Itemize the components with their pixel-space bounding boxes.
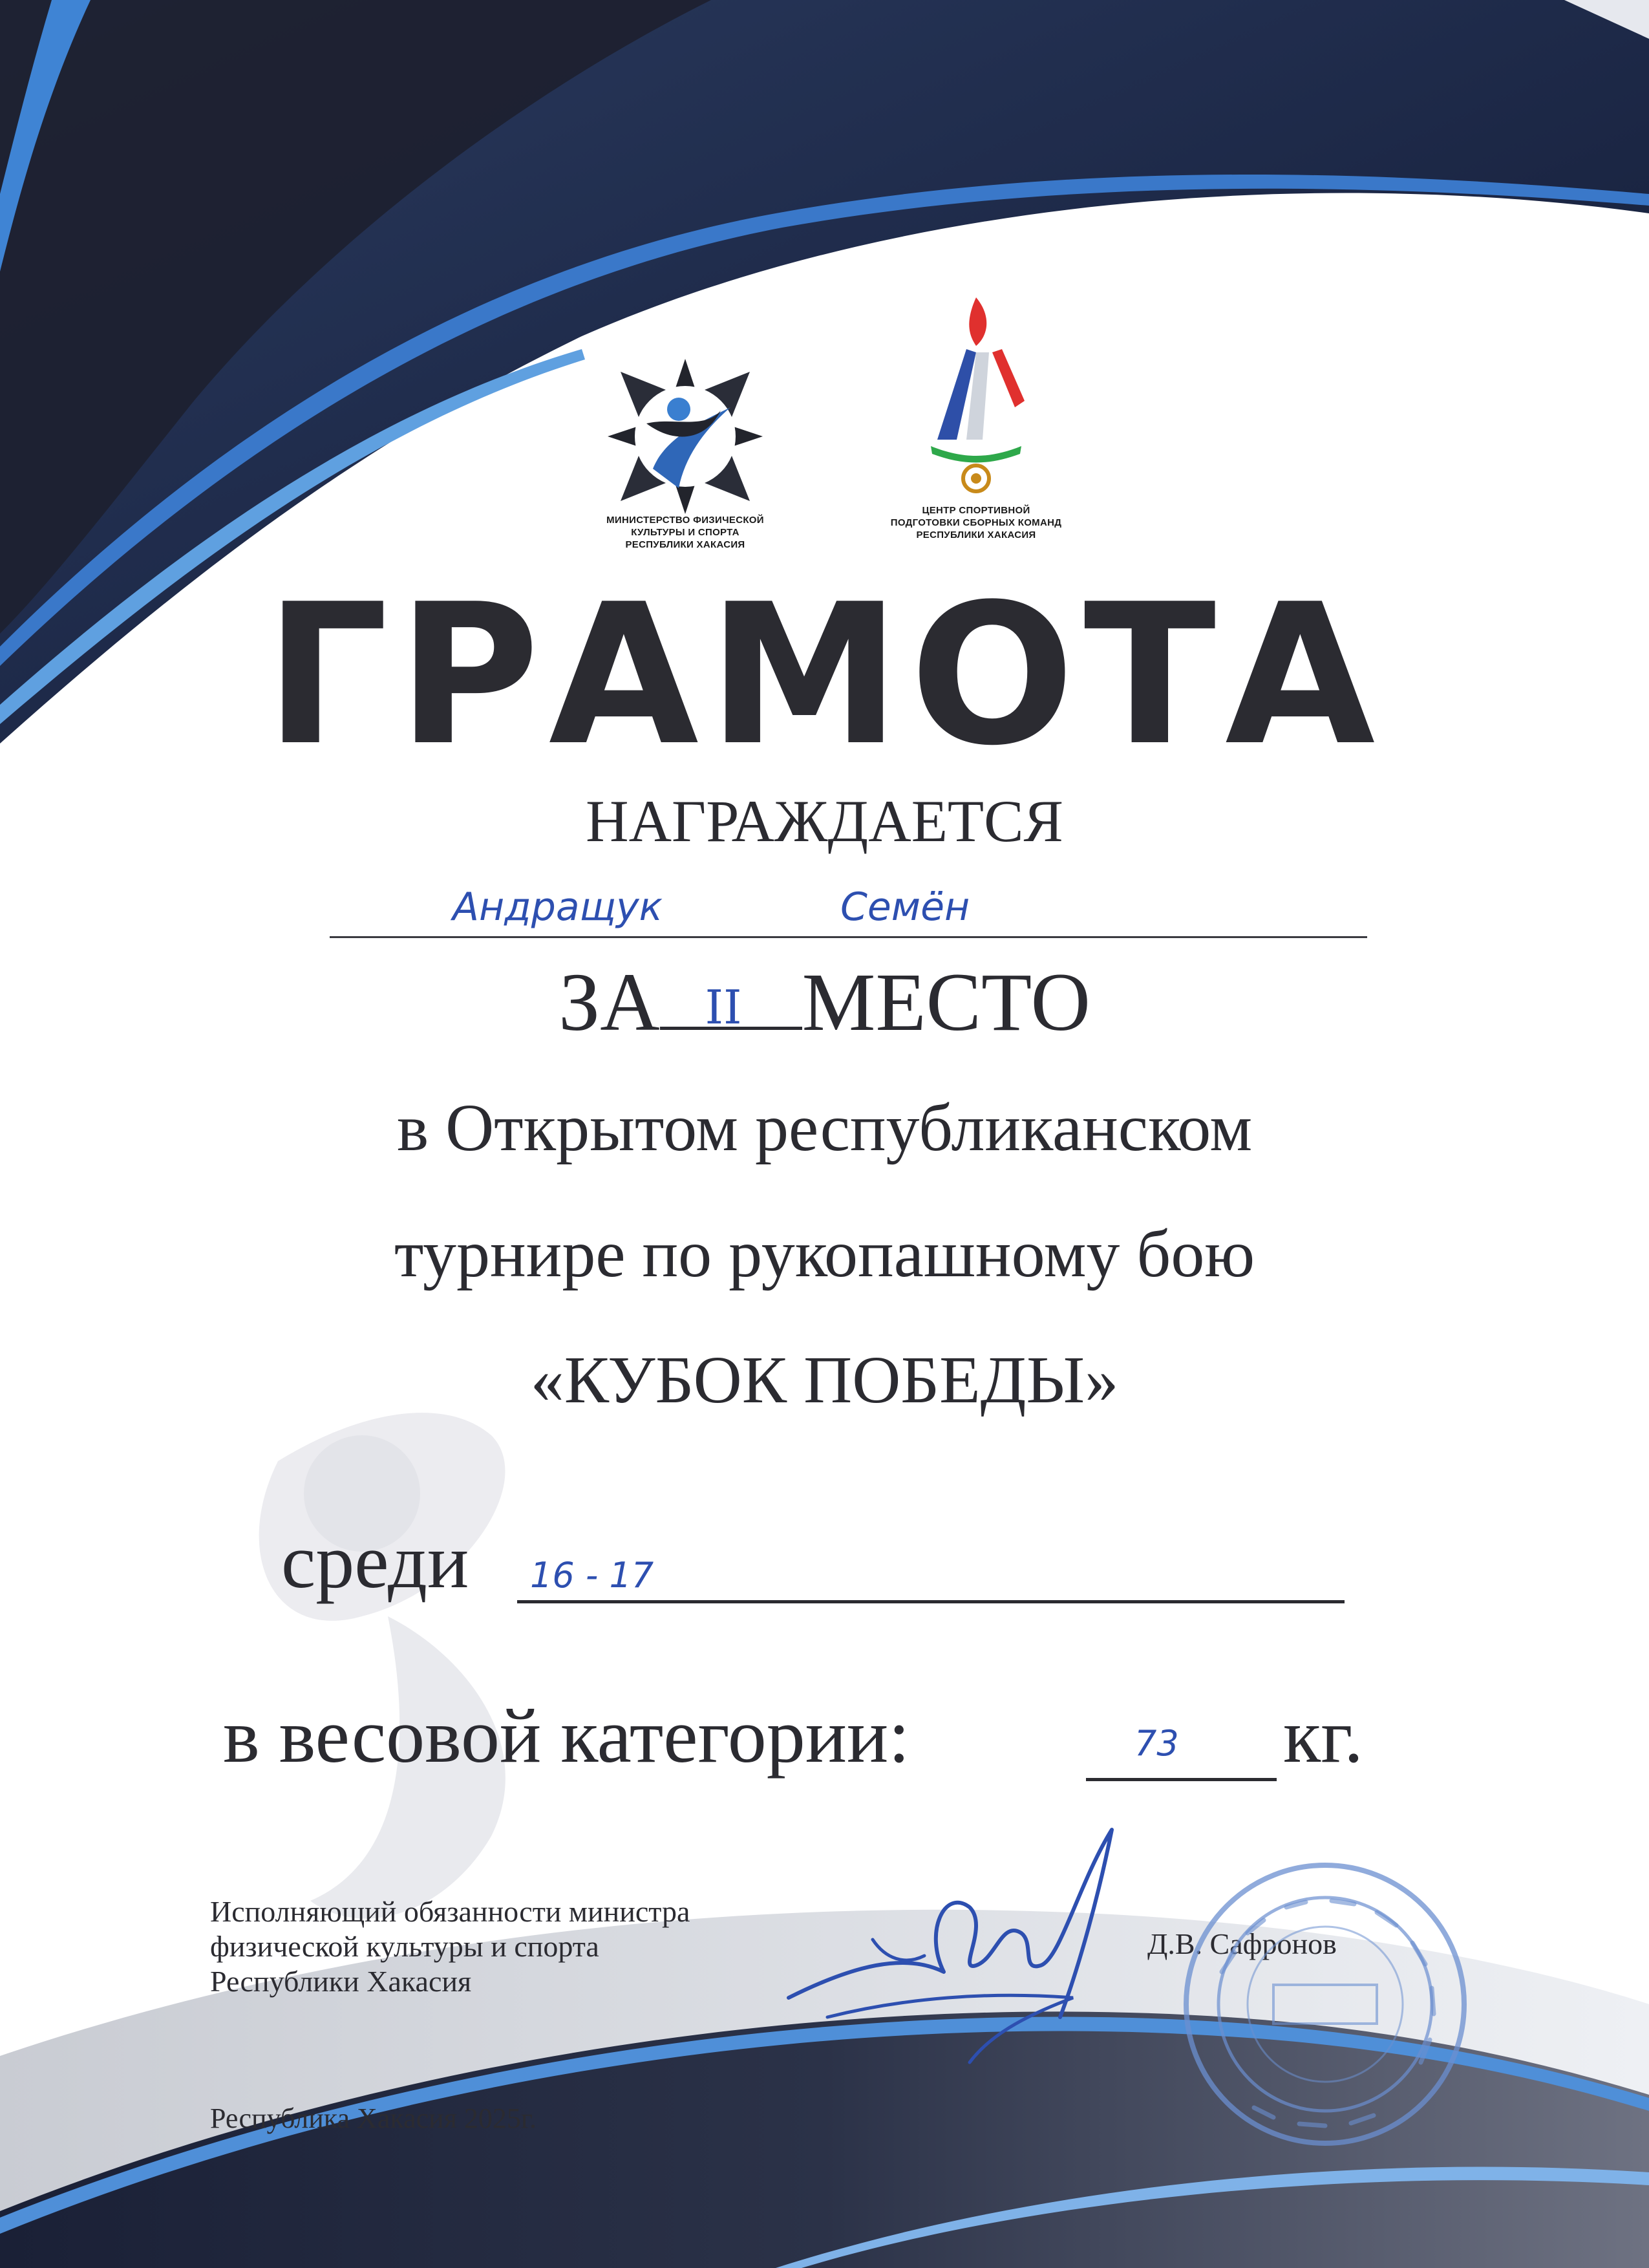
certificate-title: ГРАМОТА (264, 562, 1385, 788)
name-underline (330, 936, 1367, 938)
signatory-role-line: физической культуры и спорта (210, 1930, 599, 1963)
center-caption-line: ЦЕНТР СПОРТИВНОЙ (922, 505, 1030, 516)
tournament-line-1: в Открытом республиканском (396, 1091, 1253, 1165)
signatory-role (210, 1894, 690, 1999)
place-blank (660, 956, 802, 1034)
weight-unit: кг. (1283, 1693, 1363, 1779)
place-line (0, 954, 1649, 1051)
sports-center-logo (879, 291, 1073, 541)
tournament-name: «КУБОК ПОБЕДЫ» (530, 1343, 1119, 1417)
weight-category-label: в весовой категории: (223, 1693, 910, 1779)
signatory-role-line: Республики Хакасия (210, 1965, 472, 1998)
ministry-emblem-icon (608, 359, 763, 514)
weight-value: 73 (1134, 1723, 1179, 1764)
ministry-caption-line: РЕСПУБЛИКИ ХАКАСИЯ (625, 539, 745, 550)
tournament-line-2: турнире по рукопашному бою (394, 1217, 1255, 1291)
footer-location-year: Республика Хакасия 2025г. (210, 2102, 537, 2134)
signatory-name: Д.В. Сафронов (1147, 1927, 1337, 1960)
recipient-first-name: Семён (840, 884, 970, 930)
age-group-value: 16 - 17 (530, 1555, 654, 1596)
handwritten-signature (776, 1804, 1138, 2075)
ministry-logo (588, 359, 782, 551)
among-label: среди (281, 1518, 469, 1604)
signatory-role-line: Исполняющий обязанности министра (210, 1895, 690, 1928)
center-caption-line: РЕСПУБЛИКИ ХАКАСИЯ (916, 530, 1036, 540)
among-underline (517, 1600, 1345, 1603)
place-suffix: МЕСТО (802, 956, 1090, 1048)
ministry-caption-line: МИНИСТЕРСТВО ФИЗИЧЕСКОЙ (606, 515, 764, 526)
place-value: II (705, 980, 742, 1034)
awarded-label: НАГРАЖДАЕТСЯ (586, 788, 1063, 854)
weight-underline (1086, 1778, 1277, 1781)
place-prefix: ЗА (559, 956, 660, 1048)
ministry-caption-line: КУЛЬТУРЫ И СПОРТА (631, 527, 739, 538)
torch-flag-emblem-icon (911, 291, 1041, 504)
official-stamp (1176, 1856, 1474, 2153)
center-caption-line: ПОДГОТОВКИ СБОРНЫХ КОМАНД (890, 517, 1062, 528)
recipient-last-name: Андращук (452, 884, 663, 930)
